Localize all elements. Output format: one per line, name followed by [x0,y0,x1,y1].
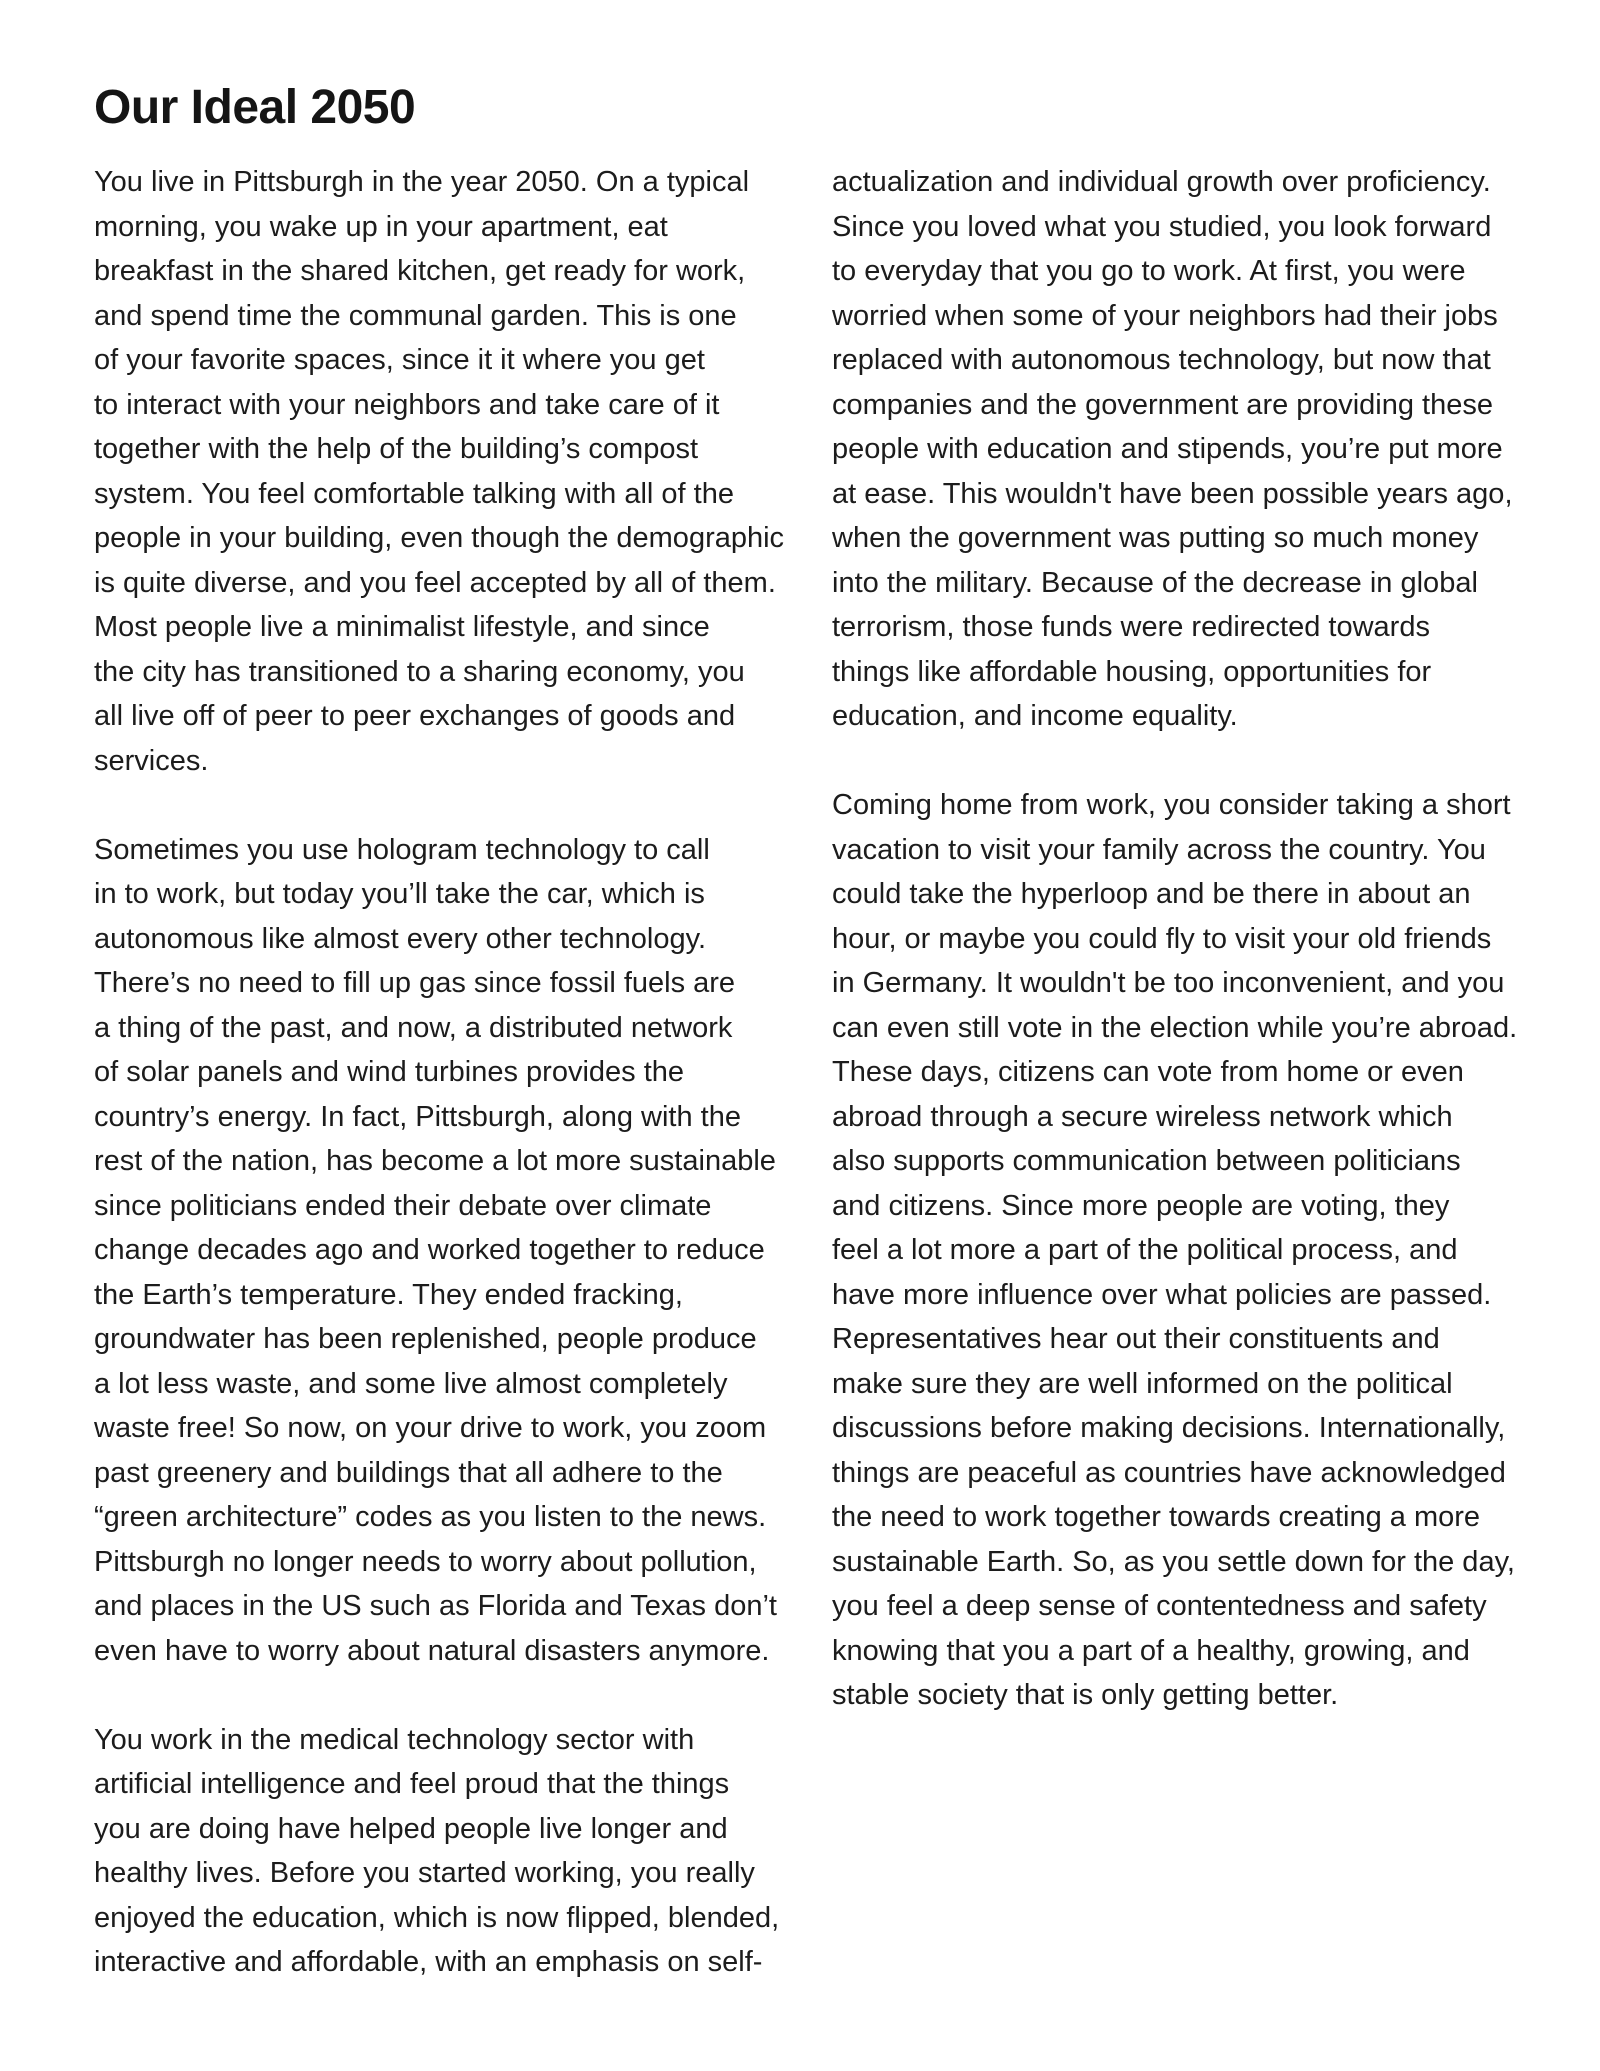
body-text-line: the Earth’s temperature. They ended fracking, [94,1278,683,1311]
body-text-line: Pittsburgh no longer needs to worry about pollution, [94,1545,757,1578]
body-text-line: sustainable Earth. So, as you settle down for the day, [832,1545,1515,1578]
body-text-line: terrorism, those funds were redirected towards [832,611,1430,643]
body-text-line: country’s energy. In fact, Pittsburgh, along with the [94,1100,741,1133]
body-text-line: Most people live a minimalist lifestyle, and since [94,611,710,643]
body-text-line: into the military. Because of the decrease in global [832,566,1478,599]
body-text-line: replaced with autonomous technology, but now that [832,344,1491,376]
body-text-line: rest of the nation, has become a lot more sustainable [94,1145,776,1177]
body-text-line: artificial intelligence and feel proud that the things [94,1768,730,1800]
body-text-line: in Germany. It wouldn't be too inconvenient, and you [832,967,1505,999]
body-text-line: Since you loved what you studied, you look forward [832,210,1492,243]
body-text-line: knowing that you a part of a healthy, growing, and [832,1634,1470,1667]
paragraph-break [94,783,784,828]
body-text-line: things are peaceful as countries have acknowledged [832,1456,1506,1489]
body-text-line: and citizens. Since more people are voting, they [832,1189,1450,1222]
body-text-line: make sure they are well informed on the political [832,1367,1453,1400]
body-text-line: vacation to visit your family across the country. You [832,833,1486,866]
body-text-line: when the government was putting so much money [832,522,1479,554]
body-text-line: people in your building, even though the demographic [94,522,785,554]
body-text-line: There’s no need to fill up gas since fossil fuels are [94,967,736,999]
body-text-line: interactive and affordable, with an emphasis on self- [94,1946,763,1978]
body-text-line: education, and income equality. [832,700,1238,732]
body-text-line: have more influence over what policies are passed. [832,1278,1492,1311]
body-text-line: Sometimes you use hologram technology to call [94,833,710,866]
body-text-line: together with the help of the building’s compost [94,433,699,465]
body-text-line: stable society that is only getting better. [832,1679,1339,1711]
body-text-line: a thing of the past, and now, a distributed network [94,1011,733,1044]
body-text-line: groundwater has been replenished, people produce [94,1323,757,1355]
body-text-line: services. [94,744,209,777]
body-text-line: hour, or maybe you could fly to visit your old friends [832,922,1492,955]
body-text-line: discussions before making decisions. Internationally, [832,1412,1506,1444]
body-text-line: feel a lot more a part of the political process, and [832,1234,1458,1266]
body-text-line: change decades ago and worked together to reduce [94,1234,765,1266]
body-text-line: is quite diverse, and you feel accepted by all of them. [94,566,776,599]
body-text-line: and places in the US such as Florida and Texas don’t [94,1590,777,1622]
body-text-line: a lot less waste, and some live almost completely [94,1367,728,1400]
body-text-line: of solar panels and wind turbines provides the [94,1056,685,1088]
body-text-line: in to work, but today you’ll take the car, which is [94,878,705,910]
body-text-line: at ease. This wouldn't have been possible years ago, [832,477,1513,510]
body-text-line: could take the hyperloop and be there in about an [832,878,1471,910]
body-text-line: companies and the government are providing these [832,388,1493,421]
body-text-line: people with education and stipends, you’re put more [832,433,1503,465]
body-text-line: you feel a deep sense of contentedness and safety [832,1590,1487,1622]
body-text-line: the need to work together towards creating a more [832,1501,1481,1533]
body-text-line: morning, you wake up in your apartment, eat [94,210,668,243]
body-text-line: to everyday that you go to work. At first, you were [832,255,1466,287]
body-text-line: even have to worry about natural disasters anymore. [94,1634,770,1667]
body-text-line: worried when some of your neighbors had their jobs [832,299,1498,332]
body-text-line: actualization and individual growth over proficiency. [832,166,1491,198]
body-text-line: autonomous like almost every other technology. [94,922,707,955]
body-text-line: of your favorite spaces, since it it where you get [94,344,705,376]
body-text-line: since politicians ended their debate over climate [94,1189,712,1222]
body-text-line: These days, citizens can vote from home or even [832,1056,1464,1088]
body-text-line: you are doing have helped people live longer and [94,1812,728,1845]
paragraph-break [94,1673,784,1718]
body-text-line: breakfast in the shared kitchen, get ready for work, [94,255,746,287]
body-text-line: waste free! So now, on your drive to work, you zoom [94,1412,767,1444]
right-column [832,160,1522,1718]
body-text-line: You work in the medical technology sector with [94,1723,695,1756]
body-text-line: “green architecture” codes as you listen to the news. [94,1501,767,1533]
body-text-line: to interact with your neighbors and take care of it [94,388,720,421]
body-text-line: abroad through a secure wireless network which [832,1100,1453,1133]
page-title: Our Ideal 2050 [94,81,416,134]
body-text-line: healthy lives. Before you started working, you really [94,1857,755,1889]
body-text-line: can even still vote in the election while you’re abroad. [832,1011,1518,1044]
left-column [94,160,784,1985]
body-text-line: enjoyed the education, which is now flipped, blended, [94,1901,780,1934]
body-text-line: system. You feel comfortable talking with all of the [94,477,734,510]
body-text-line: past greenery and buildings that all adhere to the [94,1456,723,1489]
body-text-line: You live in Pittsburgh in the year 2050. On a typical [94,166,750,198]
paragraph-break [832,739,1522,784]
body-text-line: all live off of peer to peer exchanges of goods and [94,700,736,732]
body-text-line: the city has transitioned to a sharing economy, you [94,655,745,688]
body-text-line: Representatives hear out their constituents and [832,1323,1440,1355]
body-text-line: and spend time the communal garden. This is one [94,299,737,332]
body-text-line: things like affordable housing, opportunities for [832,655,1432,688]
body-text-line: also supports communication between politicians [832,1145,1461,1177]
body-text-line: Coming home from work, you consider taking a short [832,789,1511,821]
